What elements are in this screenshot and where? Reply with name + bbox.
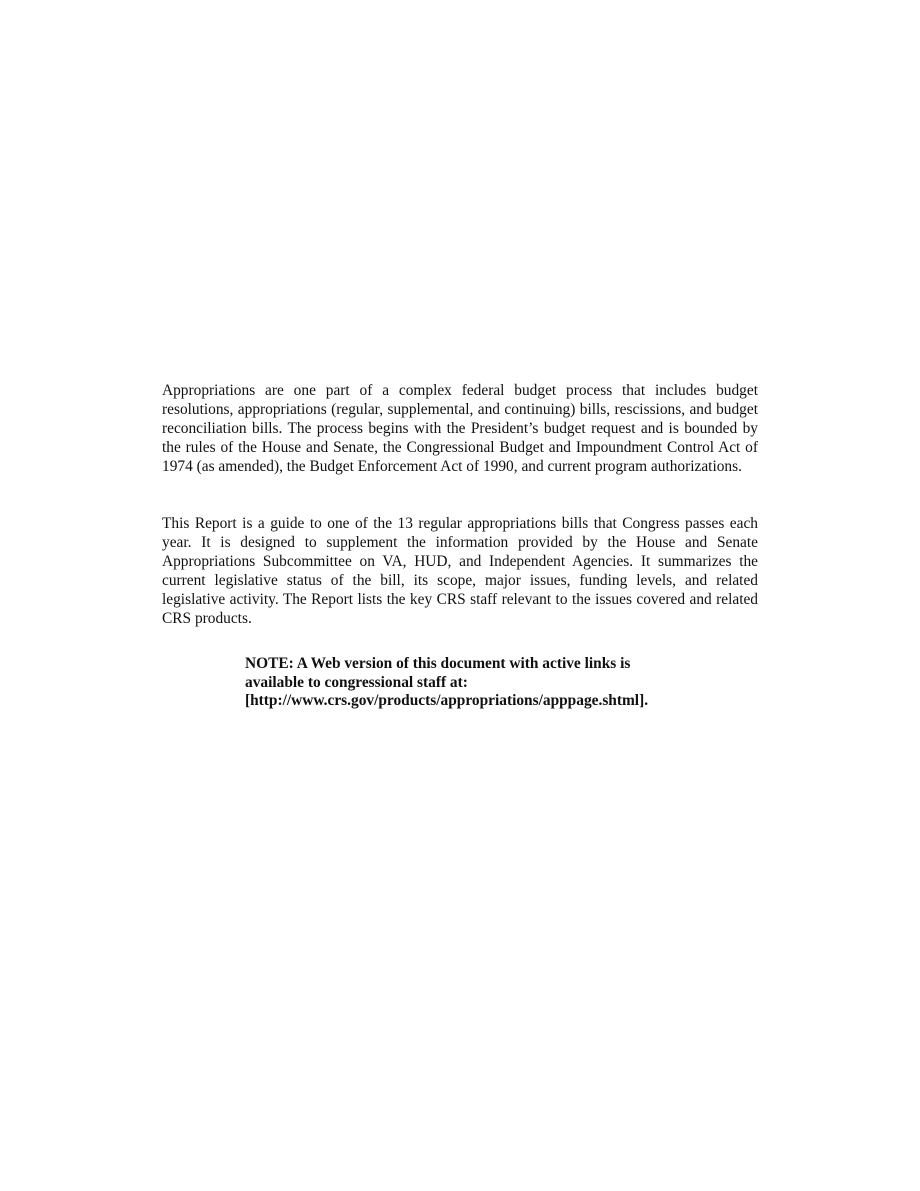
note-line-1: NOTE: A Web version of this document with active links is bbox=[245, 655, 631, 672]
web-version-note bbox=[245, 655, 715, 711]
note-line-2: available to congressional staff at: bbox=[245, 673, 468, 691]
note-url-line: [http://www.crs.gov/products/appropriations/apppage.shtml]. bbox=[245, 692, 649, 710]
report-description-paragraph: This Report is a guide to one of the 13 regular appropriations bills that Congress passes each year. It is designed to supplement the information provided by the House and Senate Appropriations Subcommittee on VA, HUD, and Independent Agencies. It summarizes the current legislative status of the bill, its scope, major issues, funding levels, and related legislative activity. The Report lists the key CRS staff relevant to the issues covered and related CRS products. bbox=[162, 515, 758, 628]
intro-paragraph: Appropriations are one part of a complex federal budget process that includes budget resolutions, appropriations (regular, supplemental, and continuing) bills, rescissions, and budget reconciliation bills. The process begins with the President’s budget request and is bounded by the rules of the House and Senate, the Congressional Budget and Impoundment Control Act of 1974 (as amended), the Budget Enforcement Act of 1990, and current program authorizations. bbox=[162, 382, 758, 476]
